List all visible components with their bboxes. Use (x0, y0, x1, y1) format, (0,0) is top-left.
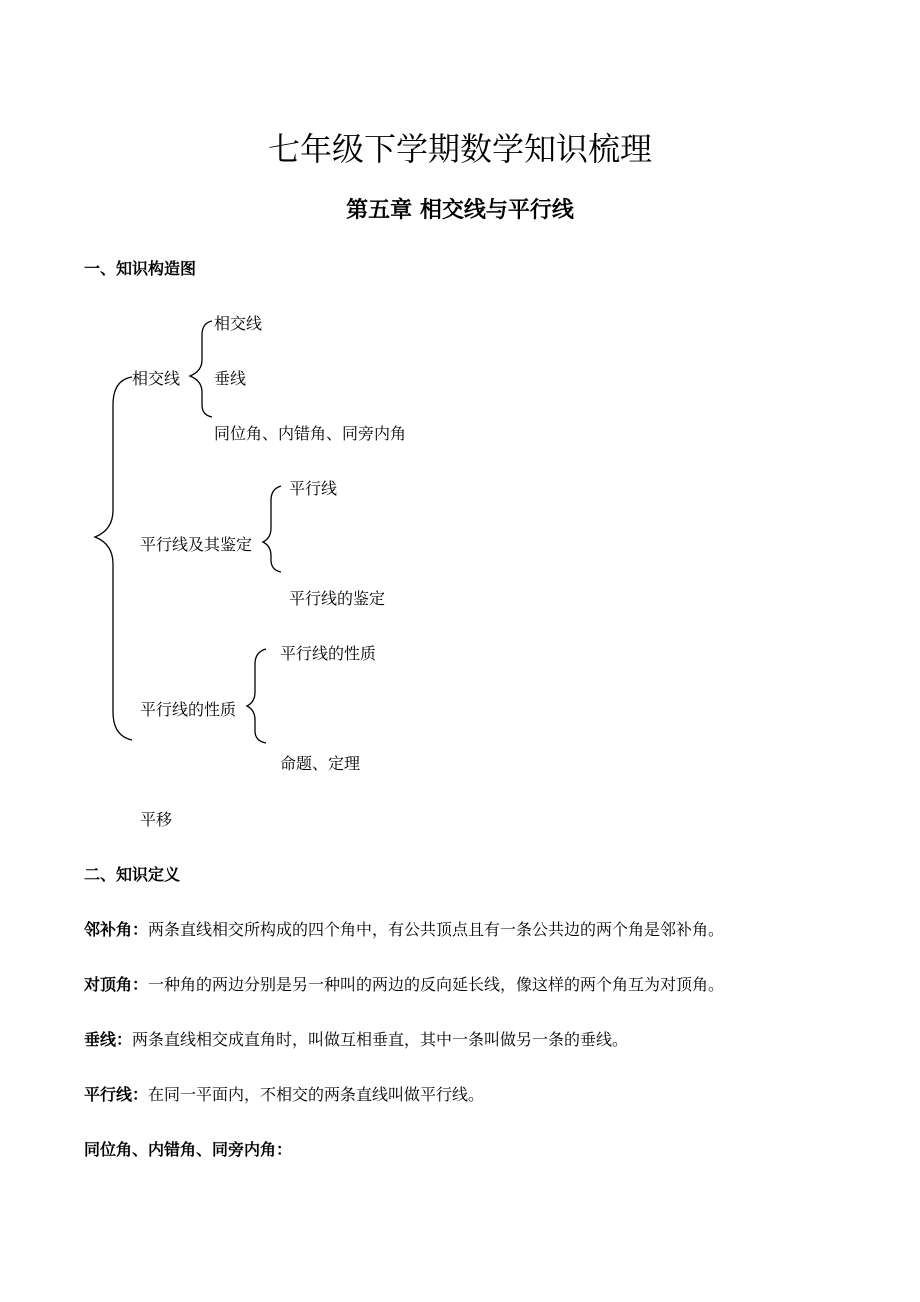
node-intersecting-lines: 相交线 (132, 369, 181, 388)
node-parallel-props-child-2: 命题、定理 (280, 754, 361, 773)
definition-sep: ： (132, 975, 149, 994)
node-intersect-child-1: 相交线 (214, 314, 263, 333)
definition-term: 垂线 (84, 1030, 117, 1049)
definition-term: 平行线 (84, 1085, 133, 1104)
main-brace (95, 377, 132, 740)
definition-angle-types (84, 1137, 292, 1160)
parallel-props-brace (247, 649, 266, 743)
node-parallel-judge-child-1: 平行线 (289, 479, 338, 498)
page-title: 七年级下学期数学知识梳理 (267, 130, 652, 168)
node-parallel-properties: 平行线的性质 (140, 700, 237, 719)
definition-term: 邻补角 (84, 920, 133, 939)
definition-text: 一种角的两边分别是另一种叫的两边的反向延长线，像这样的两个角互为对顶角。 (148, 975, 725, 994)
parallel-judge-brace (263, 486, 281, 572)
definition-term: 同位角、内错角、同旁内角 (84, 1140, 277, 1159)
definition-sep: ： (276, 1140, 293, 1159)
definition-adjacent-supplementary (84, 917, 724, 940)
definition-parallel-lines (84, 1082, 484, 1105)
intersect-brace (190, 321, 212, 417)
node-intersect-child-3: 同位角、内错角、同旁内角 (214, 424, 407, 443)
definition-perpendicular (84, 1027, 628, 1050)
definition-text: 在同一平面内，不相交的两条直线叫做平行线。 (148, 1085, 485, 1104)
node-parallel-judgment: 平行线及其鉴定 (140, 535, 253, 554)
definition-vertical-angles (84, 972, 724, 995)
node-translation: 平移 (140, 810, 173, 829)
definition-text: 两条直线相交所构成的四个角中，有公共顶点且有一条公共边的两个角是邻补角。 (148, 920, 725, 939)
definition-sep: ： (116, 1030, 133, 1049)
node-intersect-child-2: 垂线 (214, 369, 247, 388)
section-heading-structure: 一、知识构造图 (84, 259, 197, 278)
node-parallel-props-child-1: 平行线的性质 (280, 644, 377, 663)
section-heading-definitions: 二、知识定义 (84, 865, 181, 884)
definition-text: 两条直线相交成直角时，叫做互相垂直，其中一条叫做另一条的垂线。 (132, 1030, 629, 1049)
definition-sep: ： (132, 1085, 149, 1104)
node-parallel-judge-child-2: 平行线的鉴定 (289, 589, 386, 608)
chapter-title: 第五章 相交线与平行线 (346, 197, 574, 223)
definition-sep: ： (132, 920, 149, 939)
definition-term: 对顶角 (84, 975, 133, 994)
